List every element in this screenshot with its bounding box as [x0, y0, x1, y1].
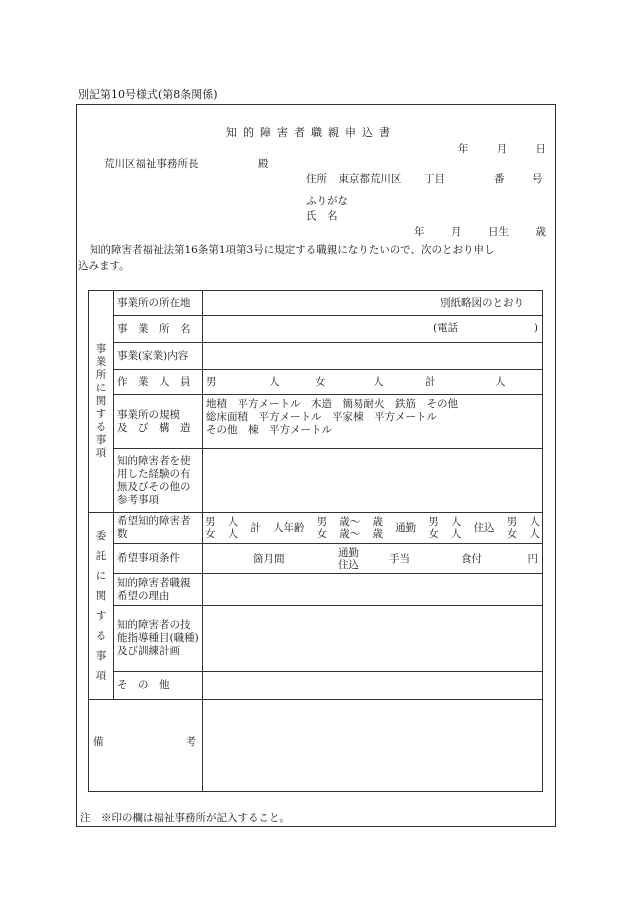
scale-line-3: その他 棟 平方メートル: [206, 424, 332, 436]
workers-person-1: 人: [269, 376, 280, 388]
form-title: 知的障害者職親申込書: [226, 126, 396, 139]
business-content-cell[interactable]: [203, 343, 543, 370]
footnote: 注 ※印の欄は福祉事務所が記入すること。: [80, 812, 290, 824]
remarks-label-2: 考: [185, 736, 196, 748]
scale-line-1: 地積 平方メートル 木造 簡易耐火 鉄筋 その他: [206, 398, 458, 410]
birth-year: 年: [414, 226, 425, 238]
address-go: 号: [532, 173, 543, 185]
workers-label: 作 業 人 員: [114, 370, 203, 395]
location-value: 別紙略図のとおり: [440, 296, 524, 309]
address-chome: 丁目: [424, 173, 445, 185]
workers-person-3: 人: [495, 376, 506, 388]
scale-line-2: 総床面積 平方メートル 平家棟 平方メートル: [206, 411, 437, 423]
phone-close: ): [533, 322, 538, 334]
date-line: [458, 141, 546, 156]
intro-text-2: 込みます。: [78, 260, 130, 272]
addressee: 荒川区福祉事務所長: [104, 158, 199, 170]
training-label: 知的障害者の技能指導種目(職種)及び訓練計画: [114, 606, 203, 672]
date-month: 月: [496, 143, 508, 155]
address-ban: 番: [494, 173, 505, 185]
reason-label: 知的障害者職親希望の理由: [114, 574, 203, 606]
desired-count-label: 希望知的障害者数: [114, 513, 203, 544]
remarks-cell[interactable]: [203, 700, 543, 792]
birth-month: 月: [451, 226, 462, 238]
date-year: 年: [458, 143, 469, 155]
conditions-yen: 円: [527, 553, 538, 565]
location-value-cell[interactable]: [203, 291, 543, 316]
furigana-label: ふりがな: [306, 195, 348, 207]
remarks-label-1: 備: [93, 736, 104, 748]
other-label: そ の 他: [114, 672, 203, 700]
honorific: 殿: [258, 158, 269, 170]
experience-cell[interactable]: [203, 449, 543, 513]
desired-count-cell[interactable]: 男 女 人 人 計 人年齢 男 女 歳～ 歳～ 歳 歳 通勤 男 女 人 人 住込 男 女 人 人: [203, 513, 543, 544]
birth-line: [414, 224, 546, 239]
experience-label: 知的障害者を使用した経験の有無及びその他の参考事項: [114, 449, 203, 513]
application-table: [88, 290, 543, 792]
conditions-meals: 食付: [461, 553, 482, 565]
business-content-label: 事業(家業)内容: [114, 343, 203, 370]
address-label: 住所: [306, 173, 327, 185]
remarks-label-cell: [89, 700, 203, 792]
conditions-allowance: 手当: [389, 553, 410, 565]
form-header: 別記第10号様式(第8条関係): [78, 88, 218, 101]
address-value: 東京都荒川区: [338, 173, 402, 185]
address-line: [306, 171, 546, 186]
other-cell[interactable]: [203, 672, 543, 700]
workers-male: 男: [206, 376, 217, 388]
conditions-label: 希望事項条件: [114, 544, 203, 574]
training-cell[interactable]: [203, 606, 543, 672]
name-label: 氏 名: [306, 210, 338, 222]
section2-group-label: 委 託 に 関 す る 事 項: [89, 513, 114, 700]
section1-group-label: 事 業 所 に 関 す る 事 項: [89, 291, 114, 513]
age: 歳: [535, 226, 546, 238]
conditions-cell[interactable]: [203, 544, 543, 574]
date-day: 日: [535, 143, 546, 155]
conditions-months: 箇月間: [253, 553, 285, 565]
business-name-cell[interactable]: [203, 316, 543, 343]
location-label: 事業所の所在地: [114, 291, 203, 316]
intro-text-1: 知的障害者福祉法第16条第1項第3号に規定する職親になりたいので、次のとおり申し: [90, 244, 495, 256]
business-name-label: 事 業 所 名: [114, 316, 203, 343]
workers-cell[interactable]: [203, 370, 543, 395]
phone-label: (電話: [433, 322, 459, 334]
scale-cell[interactable]: [203, 395, 543, 449]
workers-female: 女: [315, 376, 326, 388]
reason-cell[interactable]: [203, 574, 543, 606]
birth-day: 日生: [488, 226, 509, 238]
scale-label: 事業所の規模 及 び 構 造: [114, 395, 203, 449]
workers-total: 計: [425, 376, 436, 388]
workers-person-2: 人: [373, 376, 384, 388]
conditions-commute: 通勤 住込: [338, 547, 359, 571]
